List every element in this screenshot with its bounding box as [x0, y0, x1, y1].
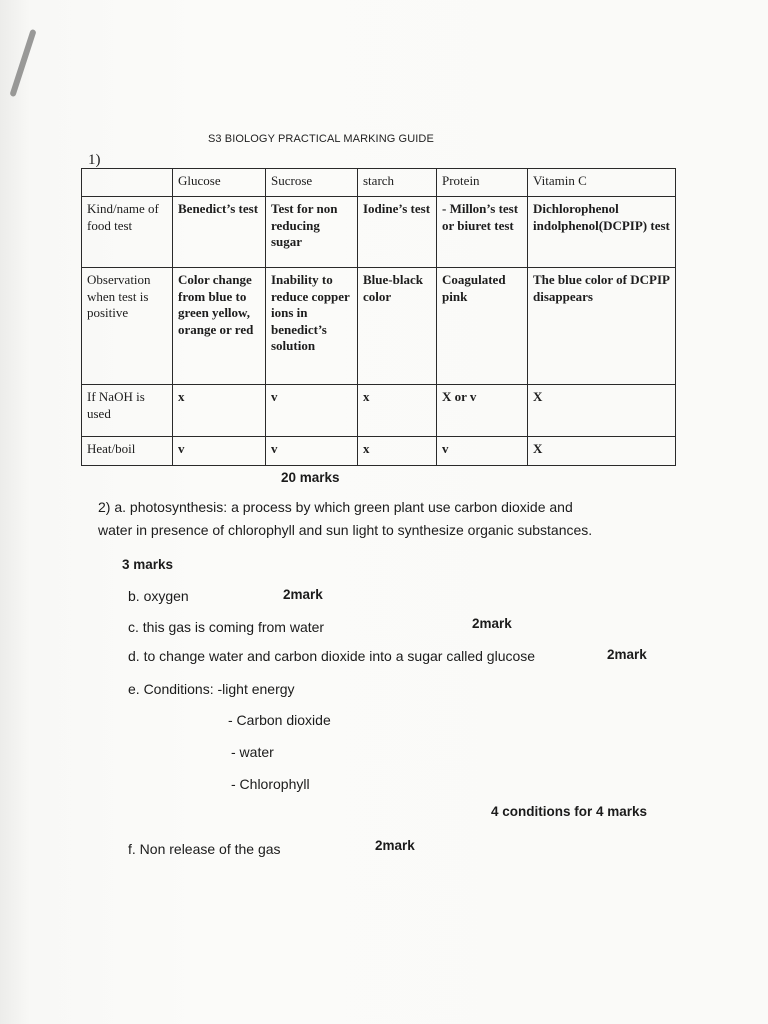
table-cell: Blue-black color	[358, 268, 437, 385]
answer-2e: e. Conditions: -light energy	[128, 681, 295, 697]
table-cell: v	[266, 385, 358, 437]
table-cell: x	[358, 437, 437, 466]
answer-2a-marks: 3 marks	[122, 557, 174, 572]
food-test-table	[81, 168, 676, 466]
table-cell: - Millon’s test or biuret test	[437, 197, 528, 268]
table-header-cell: starch	[358, 169, 437, 197]
answer-2a-line-1: 2) a. photosynthesis: a process by which green plant use carbon dioxide and	[98, 499, 573, 515]
answer-2c-marks: 2mark	[472, 616, 512, 631]
table-header-cell: Vitamin C	[528, 169, 676, 197]
table-cell: Dichlorophenol indolphenol(DCPIP) test	[528, 197, 676, 268]
table-cell: Inability to reduce copper ions in benedict’s solution	[266, 268, 358, 385]
table-cell: Coagulated pink	[437, 268, 528, 385]
answer-2e-marks: 4 conditions for 4 marks	[491, 804, 648, 819]
row-label: Kind/name of food test	[82, 197, 173, 268]
condition-item: - Chlorophyll	[231, 776, 310, 792]
answer-2b: b. oxygen	[128, 588, 189, 604]
question-1-number: 1)	[88, 152, 101, 168]
answer-2f: f. Non release of the gas	[128, 841, 281, 857]
table-row	[82, 385, 676, 437]
table-cell: Test for non reducing sugar	[266, 197, 358, 268]
table-cell: The blue color of DCPIP disappears	[528, 268, 676, 385]
table-row	[82, 437, 676, 466]
table-cell: X	[528, 437, 676, 466]
table-header-cell: Glucose	[173, 169, 266, 197]
answer-2d-marks: 2mark	[607, 647, 647, 662]
answer-2f-marks: 2mark	[375, 838, 415, 853]
condition-item: - water	[231, 744, 274, 760]
answer-2a-line-2: water in presence of chlorophyll and sun light to synthesize organic substances.	[98, 522, 593, 538]
table-header-cell: Protein	[437, 169, 528, 197]
table-cell: v	[437, 437, 528, 466]
answer-2d: d. to change water and carbon dioxide into a sugar called glucose	[128, 648, 536, 664]
table-cell: x	[358, 385, 437, 437]
table-cell: Color change from blue to green yellow, orange or red	[173, 268, 266, 385]
table-row	[82, 197, 676, 268]
table-header-cell: Sucrose	[266, 169, 358, 197]
table-header-cell	[82, 169, 173, 197]
answer-2c: c. this gas is coming from water	[128, 619, 325, 635]
table-row	[82, 268, 676, 385]
table-header-row	[82, 169, 676, 197]
question-1-marks: 20 marks	[281, 470, 340, 485]
answer-2b-marks: 2mark	[283, 587, 323, 602]
row-label: Heat/boil	[82, 437, 173, 466]
table-cell: Benedict’s test	[173, 197, 266, 268]
table-cell: v	[266, 437, 358, 466]
table-cell: X	[528, 385, 676, 437]
row-label: If NaOH is used	[82, 385, 173, 437]
table-cell: x	[173, 385, 266, 437]
table-cell: v	[173, 437, 266, 466]
table-cell: Iodine’s test	[358, 197, 437, 268]
document-title: S3 BIOLOGY PRACTICAL MARKING GUIDE	[208, 133, 434, 145]
table-cell: X or v	[437, 385, 528, 437]
condition-item: - Carbon dioxide	[228, 712, 331, 728]
row-label: Observation when test is positive	[82, 268, 173, 385]
